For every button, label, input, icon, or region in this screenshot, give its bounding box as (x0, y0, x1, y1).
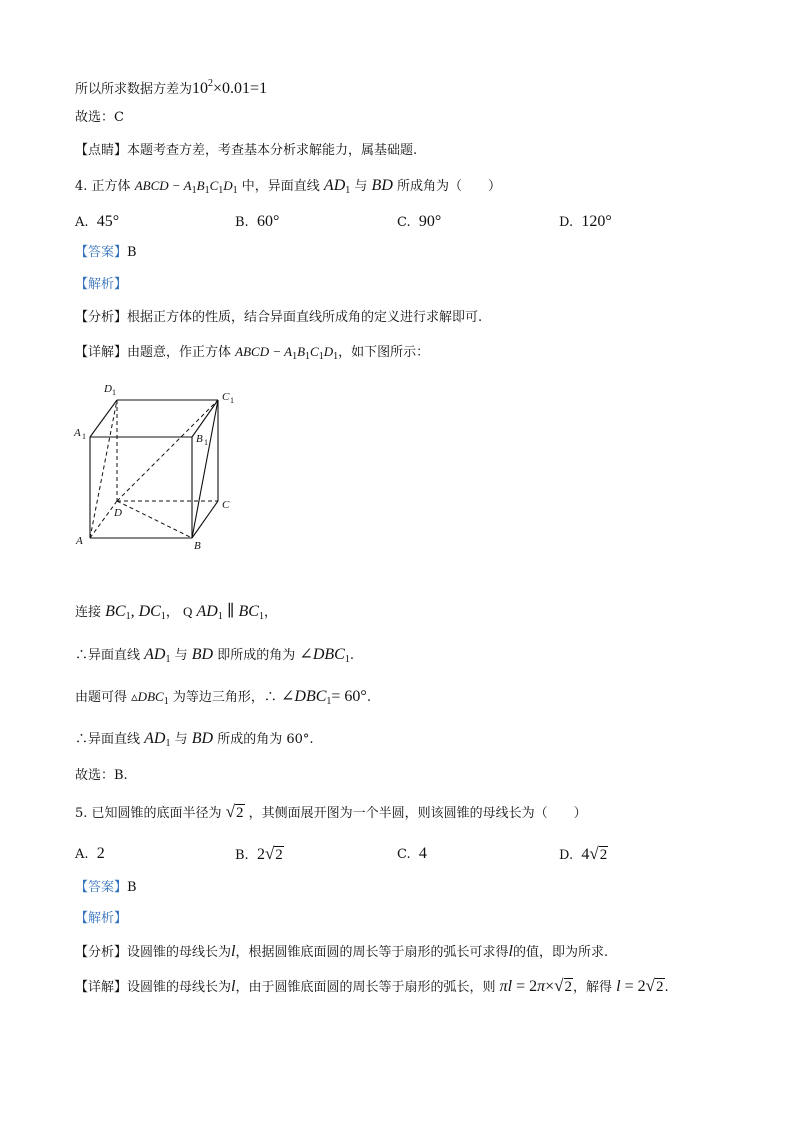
q5-analysis-tag: 【解析】 (75, 911, 128, 926)
q5-option-d: D. 4√2 (559, 844, 608, 863)
q4-detail: 【详解】由题意，作正方体 ABCD − $A_1B_1C_1D_1$，如下图所示： (75, 344, 430, 362)
q4-option-c: C. 90° (397, 213, 442, 230)
q5-option-b: B. 2√2 (235, 844, 283, 863)
label-d: D (114, 507, 122, 519)
q5-option-c: C. 4 (397, 845, 427, 862)
label-b1-sub: 1 (204, 438, 208, 447)
q4-stem: 4. 正方体 ABCD − $A_1B_1C_1D_1$ 中，异面直线 $AD_1$ 与 BD 所成角为（ ） (75, 177, 502, 196)
label-b1: B (196, 433, 203, 445)
label-a1-sub: 1 (82, 432, 86, 441)
q4-conclusion-3: ∴异面直线 $AD_1$ 与 BD 所成的角为 60°. (75, 730, 314, 749)
variance-line: 所以所求数据方差为$10^2\times 0.01=1$ (75, 78, 268, 97)
q5-stem: 5. 已知圆锥的底面半径为 √2 ，其侧面展开图为一个半圆，则该圆锥的母线长为（ ） (75, 802, 587, 821)
label-c1: C (222, 391, 230, 403)
label-d1-sub: 1 (112, 388, 116, 397)
q3-choice: 故选：C (75, 110, 124, 125)
q5-fenxi: 【分析】设圆锥的母线长为l，根据圆锥底面圆的周长等于扇形的弧长可求得l的值，即为所求. (75, 943, 609, 960)
q5-detail: 【详解】设圆锥的母线长为l，由于圆锥底面圆的周长等于扇形的弧长，则 πl = 2π×√2，解得 l = 2√2. (75, 976, 669, 995)
q4-option-a: A. 45° (75, 213, 120, 230)
q4-analysis-tag: 【解析】 (75, 277, 128, 292)
q4-conclusion-1: ∴异面直线 $AD_1$ 与 BD 即所成的角为 $\angle DBC_1$. (75, 646, 354, 665)
q4-option-d: D. 120° (559, 213, 612, 230)
label-c: C (222, 499, 230, 511)
q4-option-b: B. 60° (235, 213, 280, 230)
label-c1-sub: 1 (230, 396, 234, 405)
q4-connect: 连接 $BC_1$, $DC_1$， Q $AD_1$ ∥ $BC_1$， (75, 603, 277, 622)
label-d1: D (104, 383, 112, 395)
q3-comment: 【点睛】本题考查方差，考查基本分析求解能力，属基础题. (75, 143, 418, 158)
label-a1: A (74, 427, 81, 439)
q5-option-a: A. 2 (75, 845, 105, 862)
label-b: B (194, 540, 201, 552)
q4-conclusion-2: 由题可得 $▵DBC_1$ 为等边三角形，∴ $\angle DBC_1= 60^\circ$. (75, 688, 371, 707)
q5-answer: 【答案】B (75, 880, 137, 895)
q4-fenxi: 【分析】根据正方体的性质，结合异面直线所成角的定义进行求解即可. (75, 310, 483, 325)
q4-answer: 【答案】B (75, 245, 137, 260)
label-a: A (76, 535, 83, 547)
q4-choice: 故选：B. (75, 768, 128, 783)
cube-figure (70, 378, 250, 558)
